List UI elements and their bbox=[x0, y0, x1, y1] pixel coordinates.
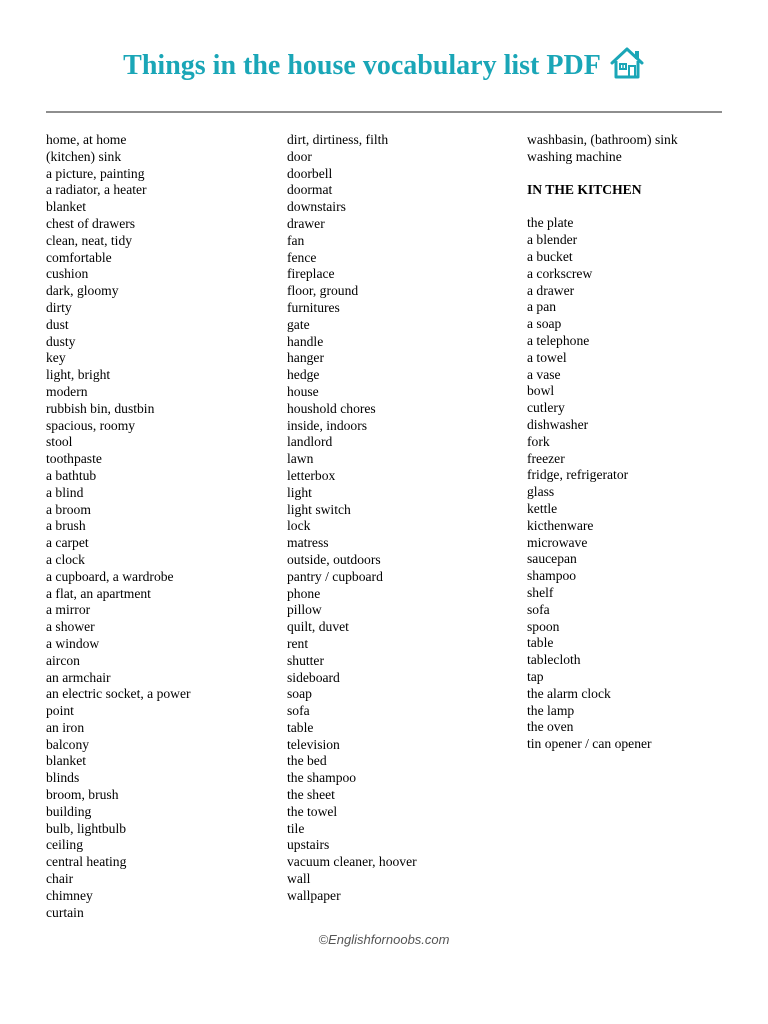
vocab-item: sofa bbox=[287, 703, 310, 719]
vocab-item: the shampoo bbox=[287, 770, 357, 786]
vocab-item: a shower bbox=[46, 619, 95, 635]
vocab-item: a drawer bbox=[527, 282, 575, 298]
vocab-item: shampoo bbox=[527, 568, 577, 584]
vocab-item: dusty bbox=[46, 333, 76, 349]
vocab-item: clean, neat, tidy bbox=[46, 232, 133, 248]
vocab-item: outside, outdoors bbox=[287, 551, 381, 567]
vocab-item: furnitures bbox=[287, 299, 340, 315]
vocab-item: a blind bbox=[46, 484, 84, 500]
vocab-item: freezer bbox=[527, 450, 565, 466]
vocab-item: balcony bbox=[46, 736, 90, 752]
vocab-item: sofa bbox=[527, 601, 550, 617]
vocab-item: phone bbox=[287, 585, 321, 601]
vocab-item: tap bbox=[527, 668, 544, 684]
vocab-item: the oven bbox=[527, 719, 574, 735]
vocab-item: a bathtub bbox=[46, 467, 97, 483]
vocab-item: a vase bbox=[527, 366, 561, 382]
vocab-item: landlord bbox=[287, 434, 333, 450]
vocab-item: a window bbox=[46, 635, 100, 651]
vocab-item: a corkscrew bbox=[527, 265, 593, 281]
vocab-item: home, at home bbox=[46, 132, 127, 147]
vocab-item: table bbox=[287, 719, 314, 735]
vocab-item: the towel bbox=[287, 803, 338, 819]
vocab-item: doormat bbox=[287, 182, 333, 198]
vocab-item: hedge bbox=[287, 367, 320, 383]
vocab-item: blanket bbox=[46, 753, 87, 769]
kitchen-heading: IN THE KITCHEN bbox=[527, 181, 642, 197]
vocab-item: upstairs bbox=[287, 837, 330, 853]
vocab-item: light bbox=[287, 484, 312, 500]
vocab-item: dust bbox=[46, 316, 69, 332]
vocab-item: doorbell bbox=[287, 165, 333, 181]
vocab-item: fence bbox=[287, 249, 317, 265]
vocab-item: tile bbox=[287, 820, 305, 836]
vocab-item: a flat, an apartment bbox=[46, 585, 151, 601]
vocab-item: bowl bbox=[527, 383, 555, 399]
page-title-text: Things in the house vocabulary list PDF bbox=[123, 50, 601, 81]
vocab-item: a telephone bbox=[527, 332, 590, 348]
vocab-item: washing machine bbox=[527, 148, 622, 164]
vocab-item: point bbox=[46, 703, 74, 719]
kitchen-list bbox=[527, 215, 678, 753]
vocab-item: tin opener / can opener bbox=[527, 736, 652, 752]
vocab-item: ceiling bbox=[46, 837, 83, 853]
vocab-item: soap bbox=[287, 686, 312, 702]
vocab-item: a mirror bbox=[46, 602, 91, 618]
vocab-item: vacuum cleaner, hoover bbox=[287, 854, 417, 870]
vocab-item: a clock bbox=[46, 551, 85, 567]
vocab-item: light switch bbox=[287, 501, 351, 517]
vocab-item: rent bbox=[287, 635, 309, 651]
vocab-item: lock bbox=[287, 518, 311, 534]
vocab-item: stool bbox=[46, 434, 73, 450]
vocab-item: a carpet bbox=[46, 535, 89, 551]
vocab-item: blinds bbox=[46, 770, 80, 786]
vocab-item: modern bbox=[46, 383, 88, 399]
title-divider bbox=[46, 111, 722, 113]
vocab-item: glass bbox=[527, 484, 555, 500]
vocab-item: cutlery bbox=[527, 400, 565, 416]
vocab-item: inside, indoors bbox=[287, 417, 368, 433]
vocab-item: central heating bbox=[46, 854, 127, 870]
vocab-item: a cupboard, a wardrobe bbox=[46, 568, 174, 584]
vocab-item: chest of drawers bbox=[46, 215, 136, 231]
vocab-item: kicthenware bbox=[527, 517, 594, 533]
vocab-item: broom, brush bbox=[46, 787, 119, 803]
vocab-column-1 bbox=[46, 132, 191, 921]
vocab-item: the sheet bbox=[287, 787, 335, 803]
vocab-item: the lamp bbox=[527, 702, 575, 718]
vocab-item: spacious, roomy bbox=[46, 417, 136, 433]
vocab-item: a broom bbox=[46, 501, 91, 517]
vocab-item: a towel bbox=[527, 349, 567, 365]
vocab-item: house bbox=[287, 383, 319, 399]
vocab-item: washbasin, (bathroom) sink bbox=[527, 132, 678, 147]
vocab-item: hanger bbox=[287, 350, 324, 366]
vocab-item: drawer bbox=[287, 215, 325, 231]
page-title bbox=[0, 46, 768, 85]
vocab-item: chimney bbox=[46, 887, 93, 903]
vocab-item: floor, ground bbox=[287, 283, 359, 299]
vocab-item: fireplace bbox=[287, 266, 335, 282]
vocab-item: curtain bbox=[46, 904, 84, 920]
vocab-item: a soap bbox=[527, 316, 562, 332]
vocab-item: an iron bbox=[46, 719, 85, 735]
vocab-item: comfortable bbox=[46, 249, 112, 265]
vocab-item: an armchair bbox=[46, 669, 111, 685]
vocab-item: (kitchen) sink bbox=[46, 148, 122, 164]
vocab-item: chair bbox=[46, 871, 74, 887]
vocab-item: a bucket bbox=[527, 248, 573, 264]
vocab-item: wallpaper bbox=[287, 887, 341, 903]
vocab-item: light, bright bbox=[46, 367, 111, 383]
vocab-item: houshold chores bbox=[287, 400, 376, 416]
vocab-item: blanket bbox=[46, 199, 87, 215]
vocab-column-2 bbox=[287, 132, 417, 905]
vocab-item: fan bbox=[287, 232, 305, 248]
vocab-item: aircon bbox=[46, 652, 80, 668]
vocab-item: sideboard bbox=[287, 669, 340, 685]
copyright-footer: ©Englishfornoobs.com bbox=[318, 932, 450, 947]
vocab-item: dirt, dirtiness, filth bbox=[287, 132, 389, 147]
vocab-item: a radiator, a heater bbox=[46, 182, 147, 198]
vocab-item: the alarm clock bbox=[527, 685, 611, 701]
vocab-item: table bbox=[527, 635, 554, 651]
vocab-item: downstairs bbox=[287, 199, 346, 215]
vocab-item: dark, gloomy bbox=[46, 283, 119, 299]
vocab-item: an electric socket, a power bbox=[46, 686, 191, 702]
vocab-item: tablecloth bbox=[527, 652, 581, 668]
vocab-item: saucepan bbox=[527, 551, 577, 567]
house-icon bbox=[609, 46, 645, 80]
vocab-item: rubbish bin, dustbin bbox=[46, 400, 155, 416]
vocab-item: the plate bbox=[527, 215, 574, 231]
vocab-item: spoon bbox=[527, 618, 560, 634]
vocab-item: pantry / cupboard bbox=[287, 568, 383, 584]
vocab-item: wall bbox=[287, 871, 311, 887]
vocab-item: bulb, lightbulb bbox=[46, 820, 127, 836]
vocab-item: kettle bbox=[527, 500, 558, 516]
vocab-item: quilt, duvet bbox=[287, 619, 349, 635]
vocab-item: lawn bbox=[287, 451, 314, 467]
vocab-item: gate bbox=[287, 316, 310, 332]
vocab-item: building bbox=[46, 803, 92, 819]
vocab-item: cushion bbox=[46, 266, 89, 282]
bathroom-list bbox=[527, 132, 678, 166]
vocab-column-3 bbox=[527, 132, 678, 753]
vocab-item: a blender bbox=[527, 232, 578, 248]
vocab-item: shelf bbox=[527, 584, 554, 600]
vocab-item: matress bbox=[287, 535, 329, 551]
vocab-item: dishwasher bbox=[527, 416, 589, 432]
vocab-item: dirty bbox=[46, 299, 72, 315]
vocab-item: fridge, refrigerator bbox=[527, 467, 629, 483]
vocab-item: shutter bbox=[287, 652, 324, 668]
vocab-item: handle bbox=[287, 333, 324, 349]
vocab-item: fork bbox=[527, 433, 550, 449]
vocab-item: microwave bbox=[527, 534, 588, 550]
vocab-item: the bed bbox=[287, 753, 327, 769]
vocab-item: toothpaste bbox=[46, 451, 102, 467]
vocab-item: a pan bbox=[527, 299, 557, 315]
vocab-item: a brush bbox=[46, 518, 86, 534]
vocab-item: a picture, painting bbox=[46, 165, 145, 181]
vocab-item: pillow bbox=[287, 602, 322, 618]
vocab-item: television bbox=[287, 736, 340, 752]
vocab-item: key bbox=[46, 350, 66, 366]
vocab-item: door bbox=[287, 148, 312, 164]
vocab-item: letterbox bbox=[287, 467, 336, 483]
